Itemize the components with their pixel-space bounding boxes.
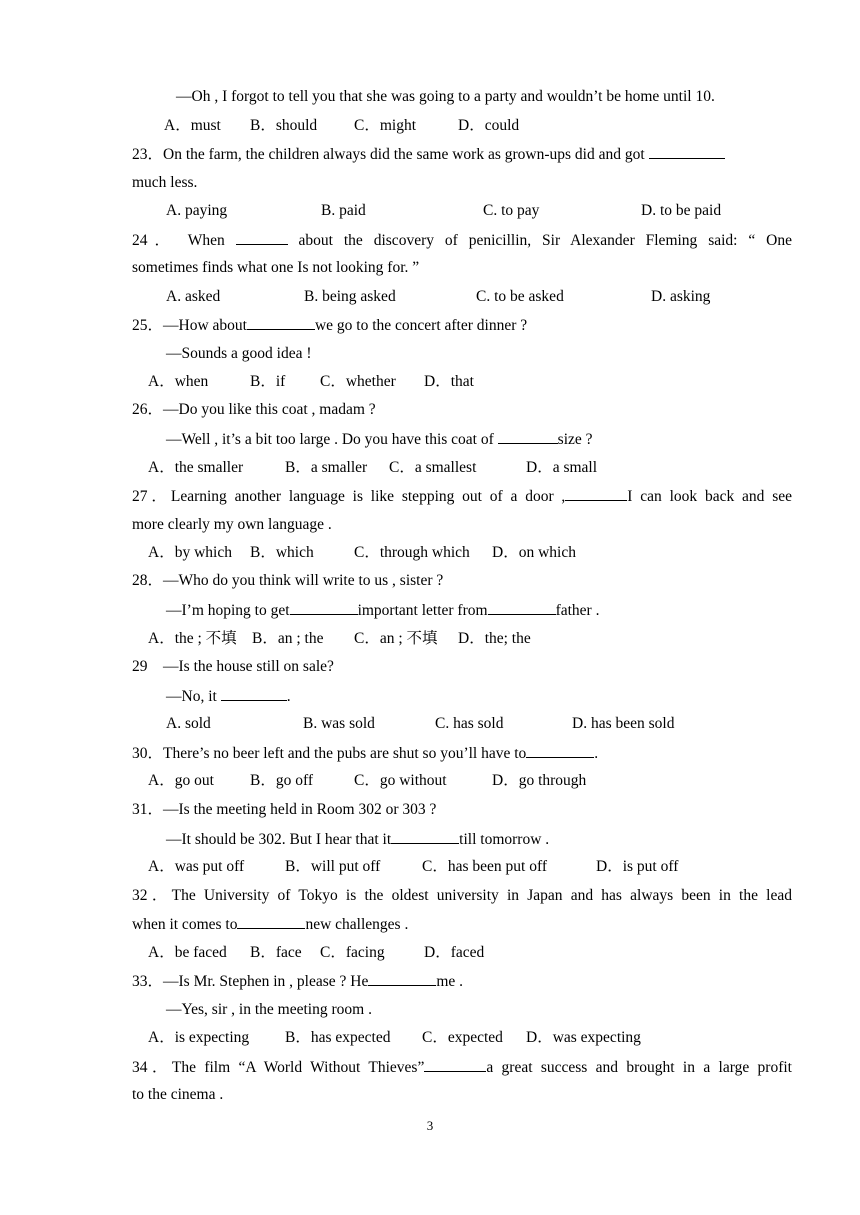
q32-stem-line1: 32．The University of Tokyo is the oldest university in Japan and has always been in the lead: [132, 887, 792, 904]
q28-stem-line1: 28．—Who do you think will write to us , sister ?: [132, 572, 444, 589]
q32-option-b[interactable]: B．face: [250, 944, 302, 961]
q29-stem-text-pre: —No, it: [166, 688, 221, 705]
q28-stem-text-c: father .: [555, 602, 600, 619]
q33-option-d[interactable]: D．was expecting: [526, 1029, 641, 1046]
q26-option-a[interactable]: A．the smaller: [148, 459, 244, 476]
q24-option-a[interactable]: A. asked: [166, 288, 221, 305]
q26-option-b[interactable]: B．a smaller: [285, 459, 368, 476]
q23-stem-line2: much less.: [132, 174, 198, 191]
q26-stem-text-pre: —Well , it’s a bit too large . Do you have this coat of: [166, 431, 498, 448]
q30-answer-blank[interactable]: [526, 743, 594, 758]
q28-answer-blank-1[interactable]: [290, 600, 358, 615]
q33-stem-text-pre: 33．—Is Mr. Stephen in , please ? He: [132, 973, 369, 990]
q23-option-b[interactable]: B. paid: [321, 202, 366, 219]
q25-stem-line2: —Sounds a good idea !: [166, 345, 312, 362]
q25-stem-line1: [132, 315, 792, 336]
q24-stem-line1: [132, 230, 792, 251]
q29-option-a[interactable]: A. sold: [166, 715, 211, 732]
q27-option-a[interactable]: A．by which: [148, 544, 232, 561]
q25-stem-text-pre: 25．—How about: [132, 317, 247, 334]
q31-stem-text-post: till tomorrow .: [459, 831, 550, 848]
q27-stem-line1: [132, 486, 792, 507]
q23-option-c[interactable]: C. to pay: [483, 202, 540, 219]
q27-option-c[interactable]: C．through which: [354, 544, 470, 561]
q26-stem-line1: 26．—Do you like this coat , madam ?: [132, 401, 376, 418]
q26-stem-text-post: size ?: [557, 431, 593, 448]
q24-option-b[interactable]: B. being asked: [304, 288, 396, 305]
q31-option-b[interactable]: B．will put off: [285, 858, 381, 875]
q27-option-d[interactable]: D．on which: [492, 544, 576, 561]
q31-stem-line2: [166, 829, 826, 850]
q22-option-b[interactable]: B．should: [250, 117, 318, 134]
q32-answer-blank[interactable]: [237, 914, 305, 929]
q24-stem-line2: sometimes finds what one Is not looking for. ”: [132, 259, 420, 276]
q33-stem-text-post: me .: [436, 973, 464, 990]
q28-stem-text-b: important letter from: [357, 602, 488, 619]
q28-stem-line2: [166, 600, 826, 621]
q28-option-c[interactable]: C．an ; 不填: [354, 630, 438, 647]
q23-answer-blank[interactable]: [649, 144, 725, 159]
q32-option-a[interactable]: A．be faced: [148, 944, 227, 961]
q32-stem-text-post: new challenges .: [305, 916, 409, 933]
q24-option-d[interactable]: D. asking: [651, 288, 711, 305]
q23-option-a[interactable]: A. paying: [166, 202, 228, 219]
q24-option-c[interactable]: C. to be asked: [476, 288, 564, 305]
q33-stem-line2: —Yes, sir , in the meeting room .: [166, 1001, 372, 1018]
q23-stem-line1: [132, 144, 792, 165]
q30-option-b[interactable]: B．go off: [250, 772, 314, 789]
q30-stem-text-pre: 30．There’s no beer left and the pubs are shut so you’ll have to: [132, 745, 527, 762]
q34-stem-line2: to the cinema .: [132, 1086, 224, 1103]
q26-option-c[interactable]: C．a smallest: [389, 459, 477, 476]
q30-option-a[interactable]: A．go out: [148, 772, 214, 789]
q33-stem-line1: [132, 971, 792, 992]
q28-option-a[interactable]: A．the ; 不填: [148, 630, 237, 647]
q26-answer-blank[interactable]: [498, 429, 558, 444]
q25-stem-text-post: we go to the concert after dinner ?: [314, 317, 528, 334]
q27-answer-blank[interactable]: [565, 486, 627, 501]
q23-option-d[interactable]: D. to be paid: [641, 202, 722, 219]
q32-option-d[interactable]: D．faced: [424, 944, 485, 961]
q29-option-b[interactable]: B. was sold: [303, 715, 375, 732]
q30-stem-text-post: .: [594, 745, 599, 762]
q28-option-d[interactable]: D．the; the: [458, 630, 531, 647]
q25-option-d[interactable]: D．that: [424, 373, 474, 390]
q26-stem-line2: [166, 429, 826, 450]
q29-option-c[interactable]: C. has sold: [435, 715, 504, 732]
q34-answer-blank[interactable]: [424, 1057, 486, 1072]
q25-option-c[interactable]: C．whether: [320, 373, 396, 390]
q31-option-d[interactable]: D．is put off: [596, 858, 679, 875]
q30-option-d[interactable]: D．go through: [492, 772, 587, 789]
q33-option-a[interactable]: A．is expecting: [148, 1029, 250, 1046]
q31-stem-line1: 31．—Is the meeting held in Room 302 or 303 ?: [132, 801, 437, 818]
q25-answer-blank[interactable]: [247, 315, 315, 330]
q27-stem-line2: more clearly my own language .: [132, 516, 332, 533]
q22-option-d[interactable]: D．could: [458, 117, 520, 134]
q22-dialogue-line: —Oh , I forgot to tell you that she was going to a party and wouldn’t be home until 10.: [176, 88, 715, 105]
q27-stem-text-post: I can look back and see: [627, 488, 792, 505]
q23-stem-text: 23．On the farm, the children always did the same work as grown-ups did and got: [132, 146, 649, 163]
q29-stem-line2: [166, 686, 826, 707]
q24-answer-blank[interactable]: [236, 230, 288, 245]
q25-option-a[interactable]: A．when: [148, 373, 209, 390]
q26-option-d[interactable]: D．a small: [526, 459, 598, 476]
q32-stem-line2: [132, 914, 792, 935]
q29-stem-text-post: .: [286, 688, 291, 705]
q32-option-c[interactable]: C．facing: [320, 944, 385, 961]
q28-option-b[interactable]: B．an ; the: [252, 630, 324, 647]
q24-stem-text-pre: 24． When: [132, 232, 236, 249]
q29-stem-line1: 29 —Is the house still on sale?: [132, 658, 334, 675]
q30-stem-line1: [132, 743, 792, 764]
q33-answer-blank[interactable]: [368, 971, 436, 986]
q33-option-b[interactable]: B．has expected: [285, 1029, 391, 1046]
q24-stem-text-post: about the discovery of penicillin, Sir Alexander Fleming said: “ One: [287, 232, 793, 249]
q22-option-c[interactable]: C．might: [354, 117, 417, 134]
q22-option-a[interactable]: A．must: [164, 117, 221, 134]
q32-stem-text-pre: when it comes to: [132, 916, 238, 933]
q31-option-c[interactable]: C．has been put off: [422, 858, 547, 875]
q25-option-b[interactable]: B．if: [250, 373, 286, 390]
q31-answer-blank[interactable]: [391, 829, 459, 844]
q33-option-c[interactable]: C．expected: [422, 1029, 503, 1046]
q29-option-d[interactable]: D. has been sold: [572, 715, 675, 732]
q27-stem-text-pre: 27．Learning another language is like stepping out of a door ,: [132, 488, 566, 505]
q27-option-b[interactable]: B．which: [250, 544, 314, 561]
q34-stem-text-post: a great success and brought in a large profit: [486, 1059, 792, 1076]
q34-stem-line1: [132, 1057, 792, 1078]
q30-option-c[interactable]: C．go without: [354, 772, 447, 789]
page-number: 3: [426, 1118, 434, 1133]
q34-stem-text-pre: 34．The film “A World Without Thieves”: [132, 1059, 425, 1076]
q28-stem-text-a: —I’m hoping to get: [166, 602, 290, 619]
q31-stem-text-pre: —It should be 302. But I hear that it: [166, 831, 392, 848]
q31-option-a[interactable]: A．was put off: [148, 858, 245, 875]
q28-answer-blank-2[interactable]: [488, 600, 556, 615]
q29-answer-blank[interactable]: [221, 686, 287, 701]
